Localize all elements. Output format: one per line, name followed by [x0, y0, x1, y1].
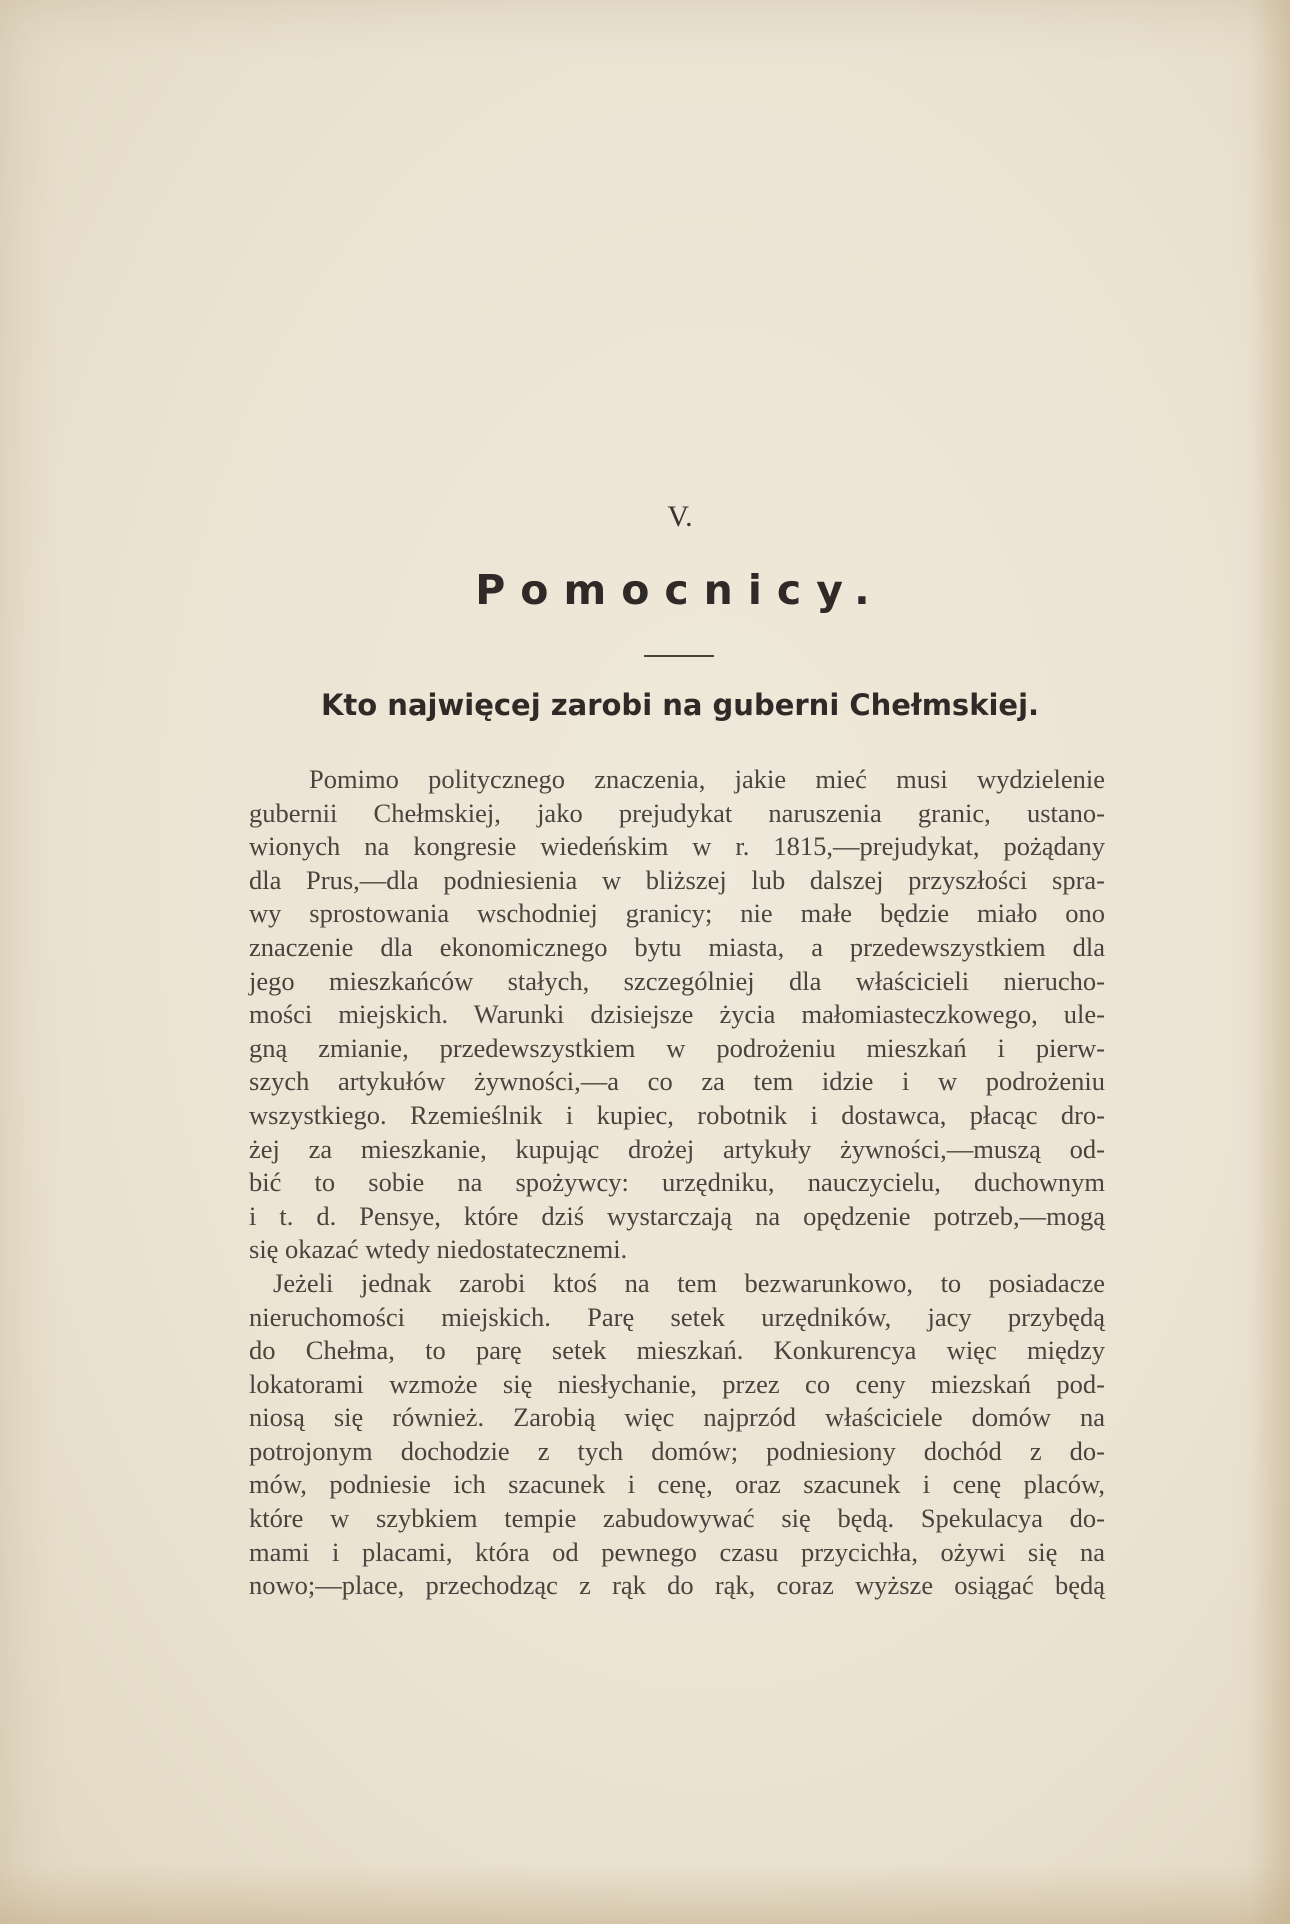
text-line: mów, podniesie ich szacunek i cenę, oraz szacunek i cenę placów, — [249, 1469, 1105, 1500]
text-line: gubernii Chełmskiej, jako prejudykat naruszenia granic, ustano- — [249, 797, 1105, 828]
text-line: jego mieszkańców stałych, szczególniej dla właścicieli nierucho- — [249, 965, 1105, 996]
text-line: niosą się również. Zarobią więc najprzód właściciele domów na — [249, 1402, 1105, 1433]
page-bottom-shading — [0, 1864, 1290, 1924]
text-line: Jeżeli jednak zarobi ktoś na tem bezwarunkowo, to posiadacze — [273, 1267, 1105, 1298]
text-line: się okazać wtedy niedostatecznemi. — [249, 1234, 628, 1265]
text-line: nowo;—place, przechodząc z rąk do rąk, coraz wyższe osiągać będą — [249, 1570, 1105, 1601]
text-line: wszystkiego. Rzemieślnik i kupiec, robotnik i dostawca, płacąc dro- — [249, 1099, 1105, 1130]
text-line: mości miejskich. Warunki dzisiejsze życia małomiasteczkowego, ule- — [249, 999, 1105, 1030]
text-line: szych artykułów żywności,—a co za tem idzie i w podrożeniu — [249, 1066, 1105, 1097]
text-line: i t. d. Pensye, które dziś wystarczają na opędzenie potrzeb,—mogą — [249, 1200, 1105, 1231]
text-line: wy sprostowania wschodniej granicy; nie małe będzie miało ono — [249, 898, 1105, 929]
text-line: które w szybkiem tempie zabudowywać się będą. Spekulacya do- — [249, 1503, 1105, 1534]
text-line: gną zmianie, przedewszystkiem w podrożeniu mieszkań i pierw- — [249, 1032, 1105, 1063]
text-line: Pomimo politycznego znaczenia, jakie mieć musi wydzielenie — [309, 764, 1105, 794]
text-line: wionych na kongresie wiedeńskim w r. 1815,—prejudykat, pożądany — [249, 831, 1105, 862]
text-line: znaczenie dla ekonomicznego bytu miasta, a przedewszystkiem dla — [249, 931, 1105, 962]
chapter-title: Pomocnicy. — [475, 566, 885, 614]
text-line: nieruchomości miejskich. Parę setek urzędników, jacy przybędą — [249, 1301, 1105, 1332]
text-line: bić to sobie na spożywcy: urzędniku, nauczycielu, duchownym — [249, 1167, 1105, 1198]
text-line: dla Prus,—dla podniesienia w bliższej lub dalszej przyszłości spra- — [249, 864, 1105, 895]
text-line: potrojonym dochodzie z tych domów; podniesiony dochód z do- — [249, 1435, 1105, 1466]
body-text — [249, 763, 1105, 1603]
text-line: mami i placami, która od pewnego czasu przycichła, ożywi się na — [249, 1536, 1105, 1567]
text-line: do Chełma, to parę setek mieszkań. Konkurencya więc między — [249, 1335, 1105, 1366]
chapter-subtitle: Kto najwięcej zarobi na guberni Chełmskiej. — [320, 688, 1040, 722]
chapter-number: V. — [667, 500, 693, 533]
text-line: lokatorami wzmoże się niesłychanie, przez co ceny miezskań pod- — [249, 1368, 1105, 1399]
text-line: żej za mieszkanie, kupując drożej artykuły żywności,—muszą od- — [249, 1133, 1105, 1164]
title-divider — [644, 655, 714, 657]
page-edge-shading — [1250, 0, 1290, 1924]
